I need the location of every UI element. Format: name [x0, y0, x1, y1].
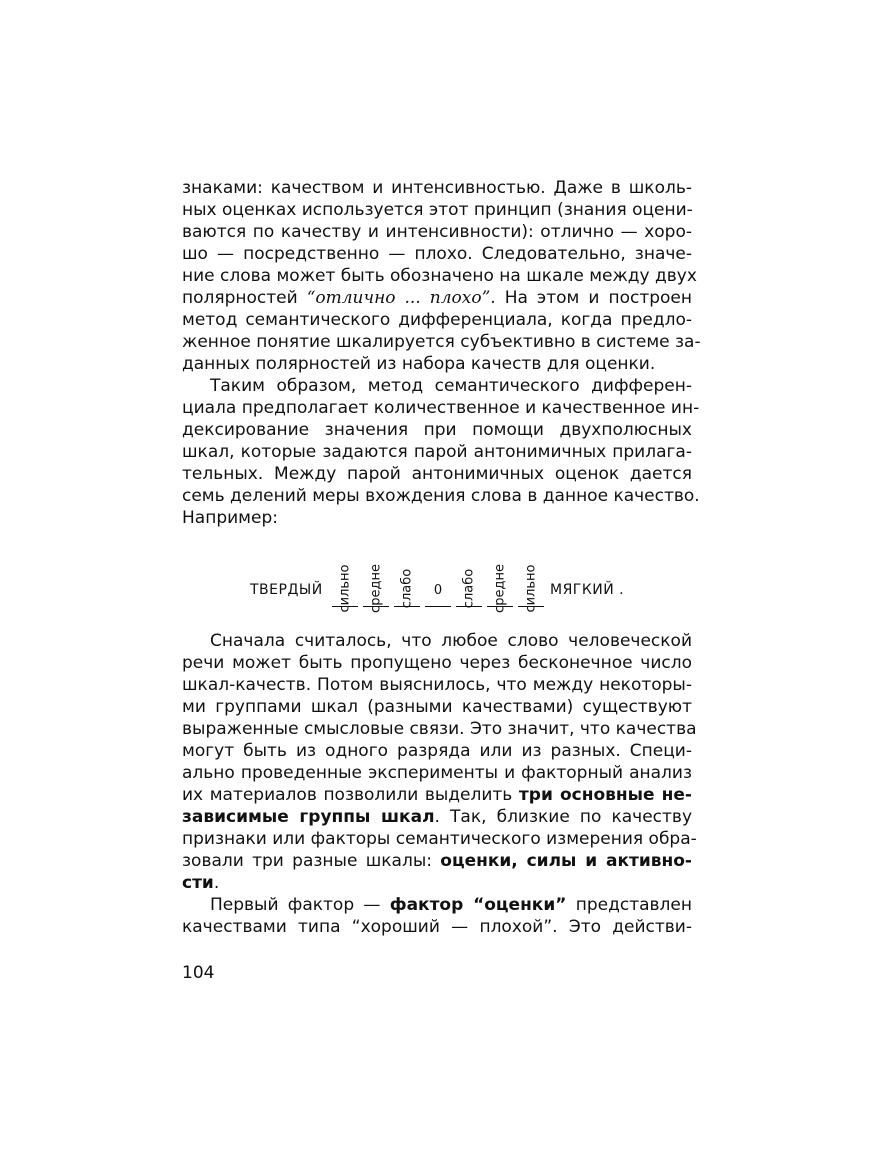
text-line: знаками: качеством и интенсивностью. Даже в школь-	[182, 178, 692, 198]
division-label: средне	[492, 564, 508, 613]
text-line: метод семантического дифференциала, когда предло-	[182, 310, 692, 330]
text-line: речи может быть пропущено через бесконечное число	[182, 653, 692, 673]
division-label: сильно	[337, 564, 353, 613]
text-line: ми группами шкал (разными качествами) существуют	[182, 697, 692, 717]
division-label: сильно	[523, 564, 539, 613]
text-line: Например:	[182, 508, 278, 528]
division-label: слабо	[399, 568, 415, 609]
scale-division	[456, 540, 482, 607]
semantic-scale	[250, 540, 650, 613]
scale-division	[518, 540, 544, 613]
scale-right-pole: МЯГКИЙ .	[550, 582, 625, 598]
page-number: 104	[182, 963, 215, 983]
paragraph-3	[182, 630, 697, 938]
division-label: средне	[368, 564, 384, 613]
text-segment: их материалов позволили выделить	[182, 785, 519, 805]
text-line: ных оценках используется этот принцип (знания оцени-	[182, 200, 693, 220]
text-line: Сначала считалось, что любое слово человеческой	[210, 631, 692, 651]
text-line: шкал-качеств. Потом выяснилось, что между некоторы-	[182, 675, 692, 695]
bold-term: зависимые группы шкал	[182, 807, 435, 827]
text-segment: полярностей	[182, 288, 307, 308]
text-line	[182, 872, 692, 894]
text-line: циала предполагает количественное и качественное ин-	[182, 398, 700, 418]
text-line	[182, 850, 692, 872]
text-segment: Первый фактор —	[210, 895, 390, 915]
italic-quote: “отлично ... плохо”.	[306, 288, 496, 308]
text-line: тельных. Между парой антонимичных оценок дается	[182, 464, 692, 484]
bold-term: три основные не-	[518, 785, 692, 805]
text-line	[182, 806, 692, 828]
scale-division	[363, 540, 389, 613]
text-line: ально проведенные эксперименты и факторный анализ	[182, 763, 692, 783]
text-line: качествами типа “хороший — плохой”. Это действи-	[182, 917, 692, 937]
text-line: шкал, которые задаются парой антонимичных прилага-	[182, 442, 692, 462]
text-line: Таким образом, метод семантического дифферен-	[210, 376, 692, 396]
scale-division	[332, 540, 358, 613]
text-line	[182, 894, 692, 916]
text-line: дексирование значения при помощи двухполюсных	[182, 420, 692, 440]
text-line	[182, 287, 692, 309]
scale-division	[487, 540, 513, 613]
division-label: слабо	[461, 568, 477, 609]
bold-term: фактор “оценки”	[389, 895, 567, 915]
text-line: признаки или факторы семантического измерения обра-	[182, 829, 697, 849]
paragraph-1	[182, 177, 701, 375]
text-segment: На этом и построен	[495, 288, 692, 308]
text-line: ваются по качеству и интенсивности): отлично — хоро-	[182, 222, 692, 242]
scale-division	[394, 540, 420, 607]
division-label: 0	[433, 583, 443, 598]
text-segment: .	[213, 873, 220, 893]
text-line: могут быть из одного разряда или из разных. Специ-	[182, 741, 692, 761]
text-segment: зовали три разные шкалы:	[182, 851, 441, 871]
text-segment: . Так, близкие по качеству	[434, 807, 692, 827]
text-line: женное понятие шкалируется субъективно в системе за-	[182, 332, 701, 352]
scale-division	[425, 540, 451, 607]
paragraph-2	[182, 375, 700, 529]
scale-left-pole: ТВЕРДЫЙ	[250, 582, 323, 598]
text-line: данных полярностей из набора качеств для оценки.	[182, 354, 656, 374]
text-line: семь делений меры вхождения слова в данное качество.	[182, 486, 700, 506]
text-line: шо — посредственно — плохо. Следовательно, значе-	[182, 244, 692, 264]
text-segment: представлен	[566, 895, 692, 915]
text-line: ние слова может быть обозначено на шкале между двух	[182, 266, 697, 286]
text-line: выраженные смысловые связи. Это значит, что качества	[182, 719, 697, 739]
bold-term: сти	[182, 873, 214, 893]
bold-term: оценки, силы и активно-	[440, 851, 692, 871]
text-line	[182, 784, 692, 806]
